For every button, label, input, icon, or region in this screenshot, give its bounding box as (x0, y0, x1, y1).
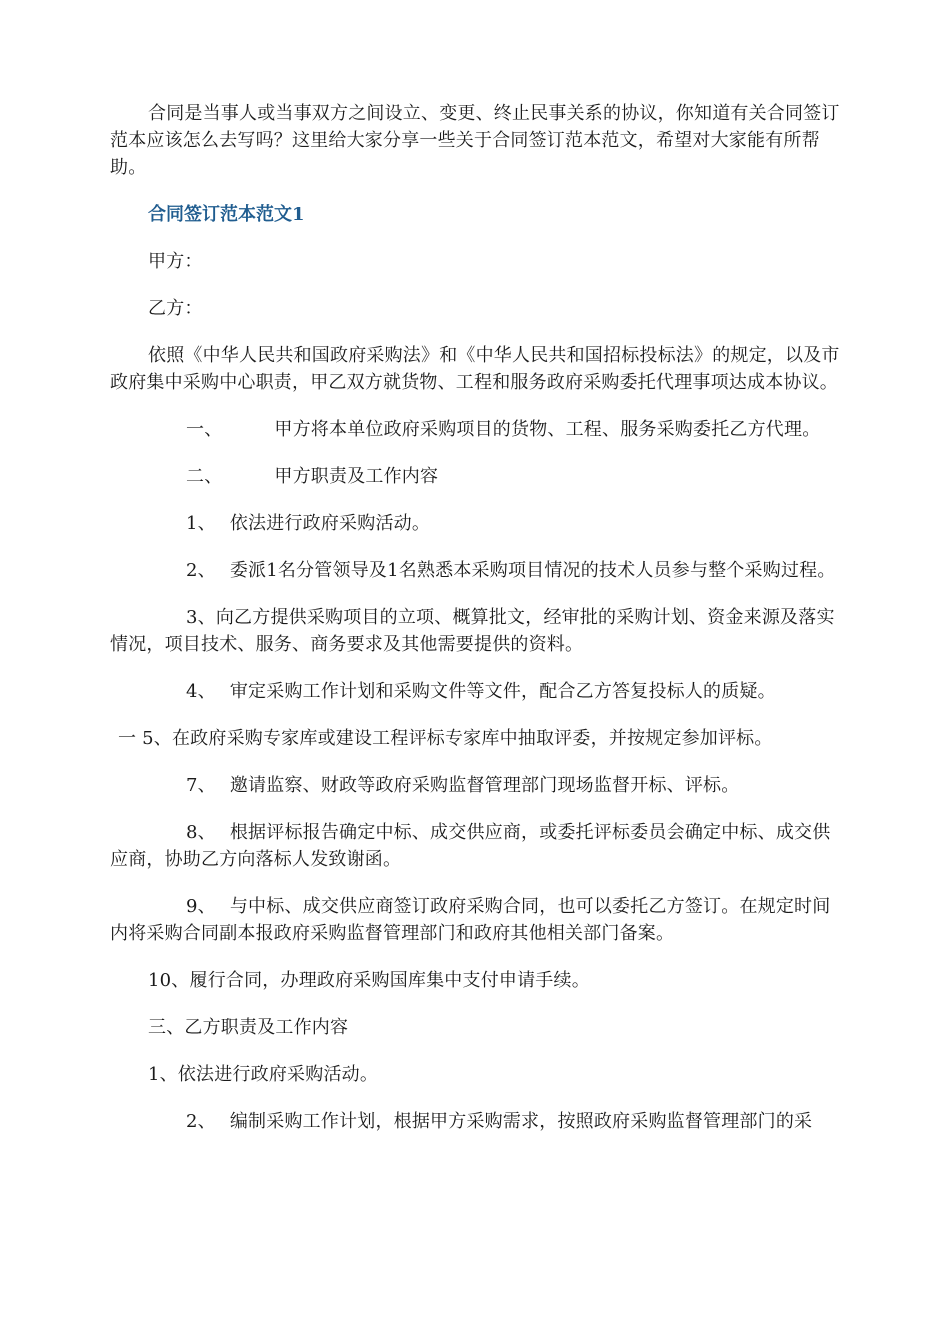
list-item-text: 根据评标报告确定中标、成交供应商，或委托评标委员会确定中标、成交供应商，协助乙方向落标人发致谢函。 (110, 822, 831, 870)
list-item-text: 依法进行政府采购活动。 (229, 513, 431, 534)
section-3: 三、乙方职责及工作内容 (148, 1017, 349, 1038)
list-item-number: 3、 (186, 607, 216, 628)
list-item-number: 2、 (186, 1111, 216, 1132)
list-item (110, 604, 842, 658)
list-item-number: 1、 (186, 513, 216, 534)
list-item (110, 772, 842, 799)
section-2-text: 甲方职责及工作内容 (274, 466, 439, 487)
list-item-number: 7、 (186, 775, 216, 796)
intro-paragraph: 合同是当事人或当事双方之间设立、变更、终止民事关系的协议，你知道有关合同签订范本应该怎么去写吗？这里给大家分享一些关于合同签订范本范文，希望对大家能有所帮助。 (110, 103, 840, 178)
list-item-text: 编制采购工作计划，根据甲方采购需求，按照政府采购监督管理部门的采 (229, 1111, 813, 1132)
document-title: 合同签订范本范文1 (148, 204, 305, 225)
list-item-5: 一 5、在政府采购专家库或建设工程评标专家库中抽取评委，并按规定参加评标。 (118, 728, 773, 749)
list-item (110, 893, 842, 947)
list-item-number: 2、 (186, 560, 216, 581)
section-3-item-1: 1、依法进行政府采购活动。 (148, 1064, 379, 1085)
section-3-item-2 (110, 1108, 842, 1135)
document-page (110, 100, 842, 1155)
list-item-number: 8、 (186, 822, 216, 843)
list-item (110, 510, 842, 537)
list-item-number: 4、 (186, 681, 216, 702)
list-item-number: 9、 (186, 896, 216, 917)
list-item-text: 向乙方提供采购项目的立项、概算批文，经审批的采购计划、资金来源及落实情况，项目技术、服务、商务要求及其他需要提供的资料。 (110, 607, 835, 655)
section-2-number: 二、 (186, 466, 223, 487)
list-item-text: 与中标、成交供应商签订政府采购合同，也可以委托乙方签订。在规定时间内将采购合同副本报政府采购监督管理部门和政府其他相关部门备案。 (110, 896, 831, 944)
party-b-label: 乙方： (148, 298, 203, 319)
list-item (110, 678, 842, 705)
section-1-text: 甲方将本单位政府采购项目的货物、工程、服务采购委托乙方代理。 (274, 419, 821, 440)
list-item-text: 委派1名分管领导及1名熟悉本采购项目情况的技术人员参与整个采购过程。 (229, 560, 836, 581)
list-item-text: 审定采购工作计划和采购文件等文件，配合乙方答复投标人的质疑。 (229, 681, 776, 702)
section-1-number: 一、 (186, 419, 223, 440)
list-item (110, 557, 842, 584)
list-item-10: 10、履行合同，办理政府采购国库集中支付申请手续。 (148, 970, 590, 991)
section-2 (110, 463, 842, 490)
list-item (110, 819, 842, 873)
party-a-label: 甲方： (148, 251, 203, 272)
list-item-text: 邀请监察、财政等政府采购监督管理部门现场监督开标、评标。 (229, 775, 740, 796)
section-1 (110, 416, 842, 443)
basis-paragraph: 依照《中华人民共和国政府采购法》和《中华人民共和国招标投标法》的规定，以及市政府集中采购中心职责，甲乙双方就货物、工程和服务政府采购委托代理事项达成本协议。 (110, 345, 840, 393)
